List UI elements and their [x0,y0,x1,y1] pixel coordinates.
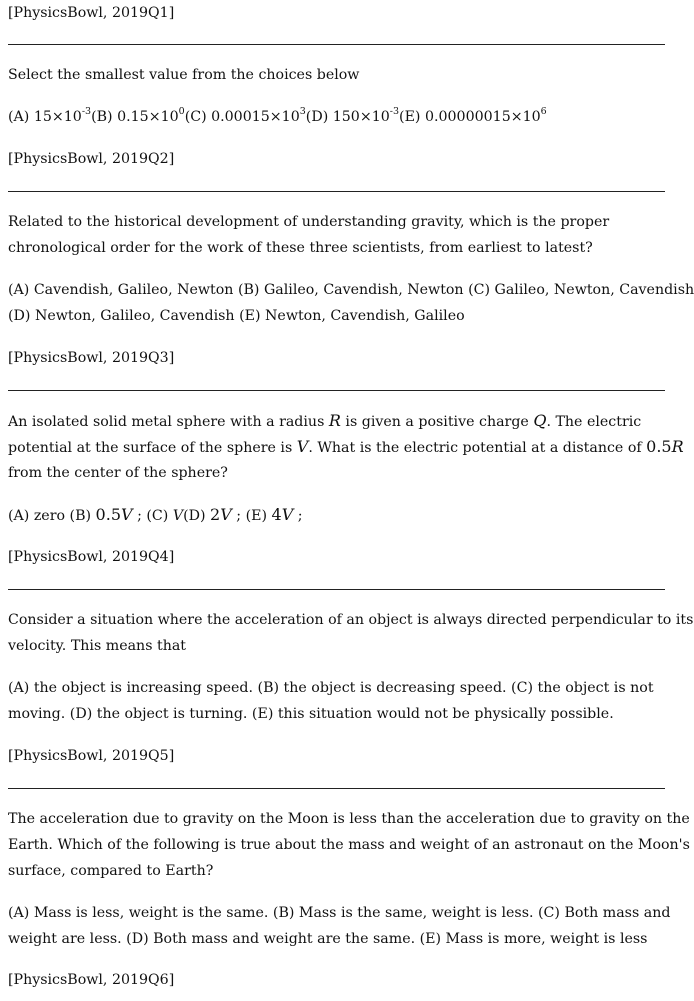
math-number: 4 [271,505,282,524]
choice-c-exponent: 3 [299,106,306,118]
choice-text: ; [293,508,303,524]
question-prompt: surface, compared to Earth? [8,863,214,879]
question-prompt: Earth. Which of the following is true about the mass and weight of an astronaut on the Moon's [8,837,690,853]
question-prompt [8,412,666,431]
answer-choices: (A) Mass is less, weight is the same. (B) Mass is the same, weight is less. (C) Both mass and [8,905,671,921]
source-tag: [PhysicsBowl, 2019Q5] [8,748,175,764]
choice-e: (E) 0.00000015×10 [399,109,541,125]
choice-b: (B) 0.15×10 [91,109,179,125]
question-prompt: Consider a situation where the acceleration of an object is always directed perpendicular to its [8,612,694,628]
question-prompt: Select the smallest value from the choices below [8,67,360,83]
prompt-text: is given a positive charge [340,414,534,430]
choice-text: ; (C) [132,508,173,524]
math-symbol: V [281,505,294,524]
question-prompt: Related to the historical development of understanding gravity, which is the proper [8,214,610,230]
question-prompt [8,437,684,457]
source-tag: [PhysicsBowl, 2019Q2] [8,151,175,167]
math-symbol: R [328,411,341,430]
choice-c: (C) 0.00015×10 [184,109,300,125]
choice-e-exponent: 6 [540,106,547,118]
choice-d: (D) 150×10 [305,109,390,125]
math-symbol: Q [533,411,547,430]
choice-d-exponent: -3 [389,106,400,118]
question-prompt: chronological order for the work of these three scientists, from earliest to latest? [8,240,593,256]
question-prompt: The acceleration due to gravity on the Moon is less than the acceleration due to gravity on the [8,811,690,827]
question-prompt: velocity. This means that [8,638,186,654]
source-tag: [PhysicsBowl, 2019Q1] [8,5,175,21]
choice-a: (A) 15×10 [8,109,82,125]
math-symbol: V [296,437,309,456]
prompt-text: . The electric [546,414,642,430]
choice-a-exponent: -3 [81,106,92,118]
math-symbol: V [220,505,232,524]
divider [8,390,665,391]
answer-choices [8,108,666,126]
choice-text: ; (E) [231,508,272,524]
answer-choices [8,506,666,525]
math-number: 2 [210,505,221,524]
prompt-text: . What is the electric potential at a distance of [308,440,647,456]
divider [8,191,665,192]
divider [8,788,665,789]
math-symbol: V [172,508,184,524]
math-number: 0.5 [95,505,121,524]
divider [8,589,665,590]
choice-b-exponent: 0 [178,106,185,118]
prompt-text: potential at the surface of the sphere is [8,440,297,456]
answer-choices: moving. (D) the object is turning. (E) this situation would not be physically possible. [8,706,614,722]
answer-choices: (D) Newton, Galileo, Cavendish (E) Newton, Cavendish, Galileo [8,308,465,324]
math-symbol: V [121,505,133,524]
choice-text: (D) [183,508,211,524]
divider [8,44,665,45]
answer-choices: (A) Cavendish, Galileo, Newton (B) Galileo, Cavendish, Newton (C) Galileo, Newton, Cavendish [8,282,694,298]
answer-choices: (A) the object is increasing speed. (B) the object is decreasing speed. (C) the object is not [8,680,654,696]
math-symbol: R [671,437,684,456]
prompt-text: An isolated solid metal sphere with a radius [8,414,329,430]
choice-text: (A) zero (B) [8,508,96,524]
source-tag: [PhysicsBowl, 2019Q6] [8,972,175,988]
answer-choices: weight are less. (D) Both mass and weight are the same. (E) Mass is more, weight is less [8,931,648,947]
source-tag: [PhysicsBowl, 2019Q4] [8,549,175,565]
math-number: 0.5 [646,437,672,456]
question-prompt: from the center of the sphere? [8,465,228,481]
source-tag: [PhysicsBowl, 2019Q3] [8,350,175,366]
